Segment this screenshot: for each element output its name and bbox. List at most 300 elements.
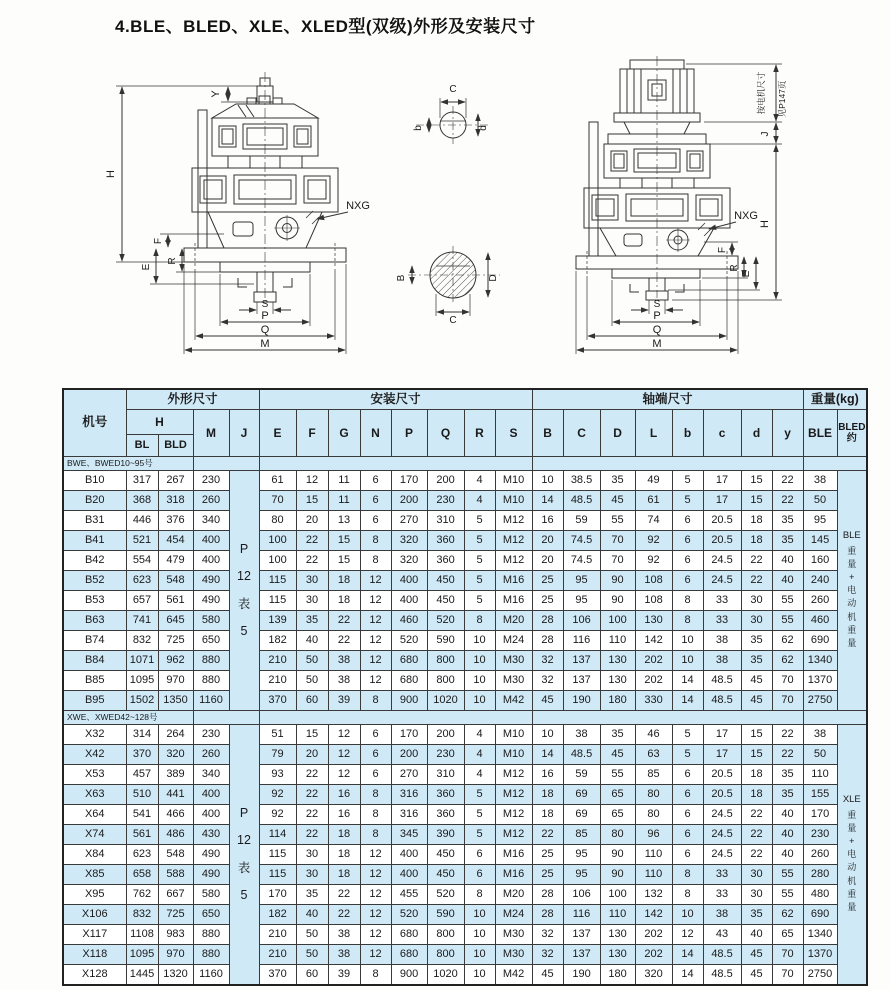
value-cell: 38 (328, 671, 360, 691)
value-cell: 22 (532, 825, 563, 845)
value-cell: 345 (391, 825, 427, 845)
value-cell: 230 (193, 725, 229, 745)
value-cell: 20.5 (703, 511, 741, 531)
value-cell: 11 (328, 491, 360, 511)
value-cell: 12 (360, 845, 391, 865)
value-cell: 880 (193, 925, 229, 945)
value-cell: 1095 (126, 945, 158, 965)
value-cell: 65 (600, 805, 635, 825)
value-cell: 12 (360, 671, 391, 691)
value-cell: 33 (703, 591, 741, 611)
value-cell: 680 (391, 925, 427, 945)
value-cell: 400 (391, 865, 427, 885)
value-cell: 17 (703, 745, 741, 765)
value-cell: 1340 (803, 925, 837, 945)
model-cell: B42 (63, 551, 126, 571)
value-cell: 900 (391, 691, 427, 711)
model-cell: X106 (63, 905, 126, 925)
value-cell: 13 (328, 511, 360, 531)
value-cell: 22 (741, 845, 772, 865)
value-cell: 45 (532, 691, 563, 711)
value-cell: 400 (391, 571, 427, 591)
value-cell: 22 (296, 531, 328, 551)
value-cell: 521 (126, 531, 158, 551)
value-cell: 38 (703, 631, 741, 651)
value-cell: 55 (772, 885, 803, 905)
value-cell: 6 (672, 571, 703, 591)
dim-label-p: P (261, 310, 269, 322)
dim-label-s: S (653, 299, 661, 310)
model-cell: B84 (63, 651, 126, 671)
value-cell: 264 (158, 725, 193, 745)
value-cell: 137 (563, 945, 600, 965)
value-cell: 130 (600, 651, 635, 671)
value-cell: 16 (532, 765, 563, 785)
value-cell: 74.5 (563, 551, 600, 571)
value-cell: 95 (563, 571, 600, 591)
value-cell: 880 (193, 945, 229, 965)
value-cell: 5 (464, 511, 495, 531)
value-cell: 69 (563, 805, 600, 825)
value-cell: 6 (672, 765, 703, 785)
weight-note: BLE 重 量 + 电 动 机 重 量 (837, 471, 867, 711)
value-cell: 90 (600, 571, 635, 591)
model-cell: B31 (63, 511, 126, 531)
value-cell: 650 (193, 631, 229, 651)
value-cell: 22 (296, 551, 328, 571)
value-cell: 35 (741, 631, 772, 651)
value-cell: 38 (703, 651, 741, 671)
value-cell: 370 (259, 965, 296, 986)
value-cell: 5 (672, 491, 703, 511)
value-cell: 22 (328, 611, 360, 631)
value-cell: 340 (193, 765, 229, 785)
value-cell: 6 (464, 865, 495, 885)
dim-label-q: Q (260, 324, 270, 336)
model-cell: X64 (63, 805, 126, 825)
value-cell: 116 (563, 905, 600, 925)
value-cell: 316 (391, 785, 427, 805)
value-cell: 8 (672, 611, 703, 631)
value-cell: 8 (360, 785, 391, 805)
value-cell: 11 (328, 471, 360, 491)
value-cell: 38 (328, 925, 360, 945)
table-row (63, 885, 867, 905)
value-cell: 10 (532, 725, 563, 745)
value-cell: 85 (563, 825, 600, 845)
value-cell: 48.5 (703, 671, 741, 691)
value-cell: 95 (563, 865, 600, 885)
value-cell: 60 (296, 691, 328, 711)
j-column-note: P 12 表 5 (229, 725, 259, 986)
value-cell: 6 (360, 511, 391, 531)
model-cell: X63 (63, 785, 126, 805)
value-cell: 35 (772, 531, 803, 551)
value-cell: 12 (360, 905, 391, 925)
value-cell: 12 (328, 765, 360, 785)
model-cell: X95 (63, 885, 126, 905)
motor-page-note: 见P147页 (777, 80, 787, 118)
outline-drawing-left (100, 56, 400, 376)
value-cell: 5 (672, 725, 703, 745)
table-row (63, 511, 867, 531)
value-cell: 210 (259, 945, 296, 965)
value-cell: 370 (259, 691, 296, 711)
value-cell: 360 (427, 531, 464, 551)
table-body (63, 457, 867, 986)
value-cell: 90 (600, 845, 635, 865)
value-cell: 92 (635, 531, 672, 551)
value-cell: 24.5 (703, 551, 741, 571)
value-cell: 50 (296, 925, 328, 945)
value-cell: 22 (296, 825, 328, 845)
section-row (63, 711, 867, 725)
value-cell: 450 (427, 865, 464, 885)
header-c-cap: C (563, 410, 600, 457)
value-cell: 18 (741, 765, 772, 785)
value-cell: M30 (495, 671, 532, 691)
value-cell: 317 (126, 471, 158, 491)
value-cell: 880 (193, 651, 229, 671)
value-cell: 6 (360, 491, 391, 511)
header-bled: BLED约 (837, 410, 867, 457)
value-cell: 55 (772, 591, 803, 611)
value-cell: 14 (672, 671, 703, 691)
value-cell: 680 (391, 945, 427, 965)
value-cell: 230 (427, 491, 464, 511)
section-row (63, 457, 867, 471)
value-cell: 6 (360, 725, 391, 745)
value-cell: 8 (360, 531, 391, 551)
value-cell: 38 (328, 945, 360, 965)
value-cell: 115 (259, 865, 296, 885)
value-cell: 28 (532, 885, 563, 905)
value-cell: 1160 (193, 965, 229, 986)
value-cell: 200 (391, 491, 427, 511)
header-q: Q (427, 410, 464, 457)
value-cell: 5 (464, 591, 495, 611)
value-cell: 6 (672, 531, 703, 551)
value-cell: 20.5 (703, 531, 741, 551)
value-cell: 70 (772, 691, 803, 711)
value-cell: 35 (600, 471, 635, 491)
value-cell: 110 (600, 631, 635, 651)
value-cell: 658 (126, 865, 158, 885)
value-cell: 6 (672, 551, 703, 571)
value-cell: 46 (635, 725, 672, 745)
value-cell: 561 (158, 591, 193, 611)
value-cell: 548 (158, 845, 193, 865)
dim-label-nxg: NXG (346, 200, 370, 212)
detail-bottom-c: C (449, 315, 457, 325)
value-cell: 2750 (803, 691, 837, 711)
value-cell: M20 (495, 611, 532, 631)
value-cell: 40 (296, 905, 328, 925)
value-cell: 43 (703, 925, 741, 945)
value-cell: 108 (635, 591, 672, 611)
value-cell: M30 (495, 945, 532, 965)
header-l-cap: L (635, 410, 672, 457)
value-cell: 61 (635, 491, 672, 511)
value-cell: 1340 (803, 651, 837, 671)
value-cell: 12 (360, 945, 391, 965)
value-cell: 70 (772, 945, 803, 965)
table-row (63, 691, 867, 711)
value-cell: 40 (772, 805, 803, 825)
value-cell: 40 (772, 551, 803, 571)
value-cell: 360 (427, 785, 464, 805)
value-cell: 35 (296, 611, 328, 631)
value-cell: 50 (296, 945, 328, 965)
value-cell: 370 (126, 745, 158, 765)
value-cell: 15 (741, 491, 772, 511)
dim-label-m: M (652, 338, 662, 350)
value-cell: 12 (360, 631, 391, 651)
value-cell: 70 (772, 671, 803, 691)
value-cell: 100 (600, 885, 635, 905)
value-cell: 38 (703, 905, 741, 925)
value-cell: 170 (391, 725, 427, 745)
value-cell: 28 (532, 611, 563, 631)
value-cell: M10 (495, 491, 532, 511)
value-cell: 8 (672, 865, 703, 885)
value-cell: 74.5 (563, 531, 600, 551)
value-cell: 800 (427, 671, 464, 691)
value-cell: 40 (772, 571, 803, 591)
value-cell: 15 (328, 551, 360, 571)
value-cell: 260 (803, 845, 837, 865)
value-cell: 39 (328, 965, 360, 986)
value-cell: 1020 (427, 691, 464, 711)
table-row (63, 805, 867, 825)
value-cell: 70 (600, 551, 635, 571)
value-cell: 16 (328, 805, 360, 825)
value-cell: 741 (126, 611, 158, 631)
value-cell: 22 (296, 765, 328, 785)
value-cell: 180 (600, 965, 635, 986)
value-cell: M24 (495, 631, 532, 651)
value-cell: 45 (532, 965, 563, 986)
value-cell: 65 (600, 785, 635, 805)
dim-label-f: F (153, 237, 164, 245)
value-cell: 340 (193, 511, 229, 531)
table-row (63, 845, 867, 865)
value-cell: 270 (391, 511, 427, 531)
value-cell: 490 (193, 591, 229, 611)
table-row (63, 965, 867, 986)
value-cell: 10 (464, 905, 495, 925)
value-cell: 320 (635, 965, 672, 986)
value-cell: 55 (600, 511, 635, 531)
value-cell: 4 (464, 765, 495, 785)
value-cell: 8 (360, 825, 391, 845)
value-cell: 50 (296, 671, 328, 691)
table-row (63, 725, 867, 745)
value-cell: 74 (635, 511, 672, 531)
value-cell: 6 (360, 745, 391, 765)
value-cell: 10 (532, 471, 563, 491)
table-row (63, 591, 867, 611)
value-cell: 680 (391, 671, 427, 691)
value-cell: 59 (563, 511, 600, 531)
value-cell: 880 (193, 671, 229, 691)
value-cell: 6 (672, 805, 703, 825)
value-cell: 970 (158, 945, 193, 965)
value-cell: 22 (772, 725, 803, 745)
header-c: c (703, 410, 741, 457)
value-cell: 24.5 (703, 845, 741, 865)
value-cell: 6 (360, 765, 391, 785)
value-cell: 260 (803, 591, 837, 611)
value-cell: 200 (391, 745, 427, 765)
model-cell: B74 (63, 631, 126, 651)
model-cell: X84 (63, 845, 126, 865)
value-cell: 450 (427, 591, 464, 611)
table-row (63, 491, 867, 511)
value-cell: 51 (259, 725, 296, 745)
value-cell: 137 (563, 671, 600, 691)
value-cell: 145 (803, 531, 837, 551)
value-cell: 690 (803, 905, 837, 925)
header-b-cap: B (532, 410, 563, 457)
value-cell: 38.5 (563, 471, 600, 491)
value-cell: 38 (563, 725, 600, 745)
value-cell: 318 (158, 491, 193, 511)
value-cell: M12 (495, 805, 532, 825)
value-cell: 25 (532, 845, 563, 865)
value-cell: 240 (803, 571, 837, 591)
value-cell: 20 (532, 531, 563, 551)
value-cell: 12 (360, 865, 391, 885)
value-cell: 457 (126, 765, 158, 785)
value-cell: M24 (495, 905, 532, 925)
value-cell: 110 (635, 845, 672, 865)
motor-size-note: 按电机尺寸 (756, 71, 766, 115)
value-cell: 725 (158, 631, 193, 651)
value-cell: 554 (126, 551, 158, 571)
value-cell: 18 (328, 865, 360, 885)
value-cell: 376 (158, 511, 193, 531)
value-cell: 1071 (126, 651, 158, 671)
dim-label-m: M (260, 338, 270, 350)
value-cell: 45 (741, 965, 772, 986)
value-cell: 70 (600, 531, 635, 551)
value-cell: 62 (772, 905, 803, 925)
value-cell: 1095 (126, 671, 158, 691)
model-cell: X53 (63, 765, 126, 785)
value-cell: 130 (600, 945, 635, 965)
value-cell: 22 (328, 631, 360, 651)
value-cell: 132 (635, 885, 672, 905)
table-row (63, 471, 867, 491)
header-ble: BLE (803, 410, 837, 457)
value-cell: 580 (193, 885, 229, 905)
detail-bottom-d: D (488, 274, 499, 282)
value-cell: 580 (193, 611, 229, 631)
value-cell: 520 (391, 631, 427, 651)
value-cell: 108 (635, 571, 672, 591)
value-cell: 230 (427, 745, 464, 765)
value-cell: 35 (772, 511, 803, 531)
value-cell: 62 (772, 631, 803, 651)
value-cell: 85 (635, 765, 672, 785)
value-cell: 14 (672, 945, 703, 965)
header-b: b (672, 410, 703, 457)
dim-label-p: P (653, 310, 661, 322)
value-cell: 80 (635, 785, 672, 805)
value-cell: M12 (495, 551, 532, 571)
value-cell: 200 (427, 471, 464, 491)
value-cell: 202 (635, 925, 672, 945)
table-row (63, 671, 867, 691)
value-cell: 10 (672, 631, 703, 651)
value-cell: 33 (703, 885, 741, 905)
value-cell: 45 (741, 671, 772, 691)
value-cell: 12 (360, 925, 391, 945)
dim-label-nxg: NXG (734, 210, 758, 222)
value-cell: 90 (600, 865, 635, 885)
value-cell: 70 (772, 965, 803, 986)
header-group-install: 安装尺寸 (259, 389, 532, 410)
value-cell: 55 (772, 611, 803, 631)
value-cell: 30 (296, 865, 328, 885)
value-cell: 690 (803, 631, 837, 651)
value-cell: 5 (672, 471, 703, 491)
value-cell: 24.5 (703, 805, 741, 825)
value-cell: 623 (126, 845, 158, 865)
value-cell: 230 (803, 825, 837, 845)
value-cell: 202 (635, 651, 672, 671)
value-cell: 541 (126, 805, 158, 825)
value-cell: 12 (672, 925, 703, 945)
value-cell: 12 (328, 725, 360, 745)
value-cell: 22 (741, 805, 772, 825)
value-cell: 106 (563, 611, 600, 631)
value-cell: 310 (427, 765, 464, 785)
value-cell: 962 (158, 651, 193, 671)
value-cell: 139 (259, 611, 296, 631)
value-cell: 320 (158, 745, 193, 765)
value-cell: 450 (427, 845, 464, 865)
value-cell: 30 (741, 591, 772, 611)
value-cell: 15 (741, 745, 772, 765)
table-row (63, 531, 867, 551)
value-cell: 4 (464, 745, 495, 765)
value-cell: 22 (328, 905, 360, 925)
model-cell: X85 (63, 865, 126, 885)
dim-label-q: Q (652, 324, 662, 336)
value-cell: 5 (464, 551, 495, 571)
page-title: 4.BLE、BLED、XLE、XLED型(双级)外形及安装尺寸 (115, 17, 536, 36)
value-cell: 5 (464, 825, 495, 845)
value-cell: 33 (703, 611, 741, 631)
value-cell: 10 (464, 965, 495, 986)
value-cell: 18 (741, 531, 772, 551)
value-cell: 39 (328, 691, 360, 711)
dim-label-f: F (717, 246, 728, 254)
value-cell: 15 (296, 725, 328, 745)
value-cell: 455 (391, 885, 427, 905)
value-cell: 400 (193, 785, 229, 805)
value-cell: 12 (296, 471, 328, 491)
header-group-weight: 重量(kg) (803, 389, 867, 410)
value-cell: 16 (328, 785, 360, 805)
value-cell: 22 (296, 785, 328, 805)
model-cell: X74 (63, 825, 126, 845)
value-cell: 18 (741, 511, 772, 531)
value-cell: 190 (563, 965, 600, 986)
value-cell: 762 (126, 885, 158, 905)
